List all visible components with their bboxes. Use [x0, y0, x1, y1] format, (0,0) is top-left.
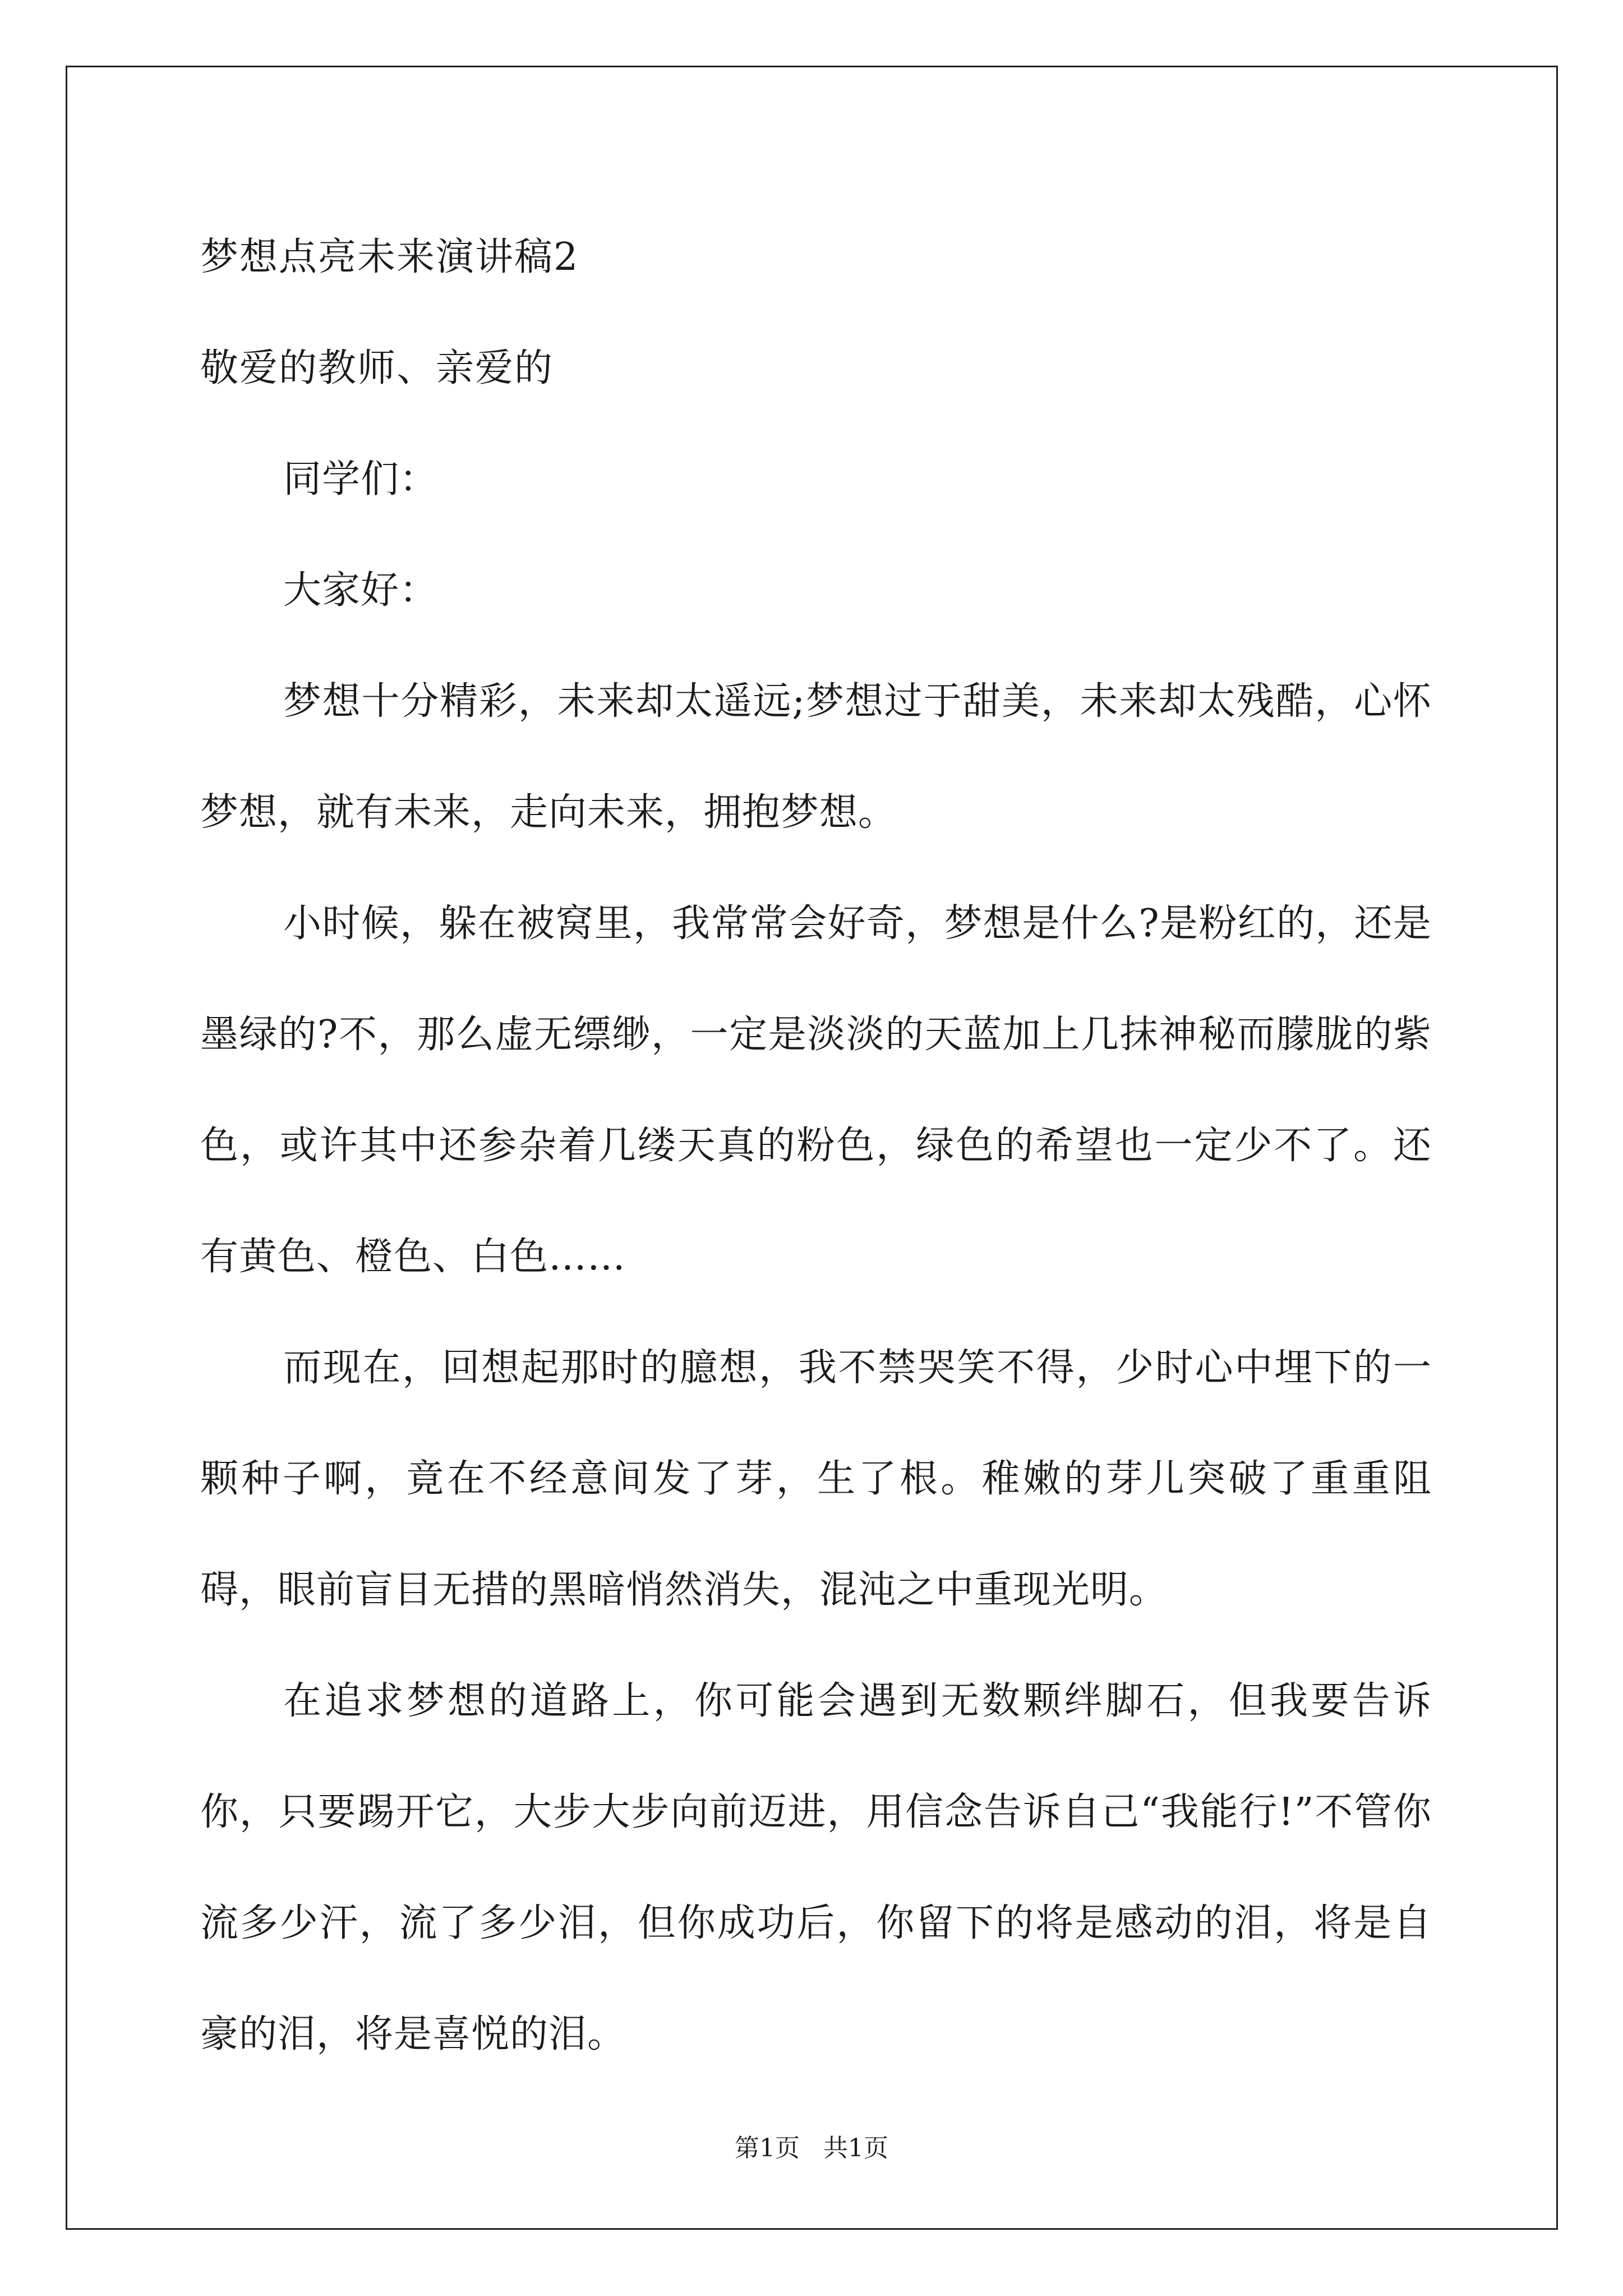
paragraph-now: 而现在，回想起那时的臆想，我不禁哭笑不得，少时心中埋下的一颗种子啊，竟在不经意间发了芽，生了根。稚嫩的芽儿突破了重重阻碍，眼前盲目无措的黑暗悄然消失，混沌之中重现光明。 — [200, 1346, 1432, 1612]
paragraph-intro: 梦想十分精彩，未来却太遥远;梦想过于甜美，未来却太残酷，心怀梦想，就有未来，走向未来，拥抱梦想。 — [200, 679, 1432, 835]
page-footer: 第1页 共1页 — [735, 2134, 888, 2162]
paragraph-greeting-all: 大家好： — [283, 568, 439, 613]
paragraph-pursuit: 在追求梦想的道路上，你可能会遇到无数颗绊脚石，但我要告诉你，只要踢开它，大步大步向前迈进，用信念告诉自己“我能行!”不管你流多少汗，流了多少泪，但你成功后，你留下的将是感动的泪，将是自豪的泪，将是喜悦的泪。 — [200, 1679, 1432, 2056]
document-body — [200, 202, 1432, 2090]
document-title: 梦想点亮未来演讲稿2 — [200, 235, 579, 279]
paragraph-greeting-students: 同学们： — [283, 457, 439, 501]
paragraph-childhood: 小时候，躲在被窝里，我常常会好奇，梦想是什么?是粉红的，还是墨绿的?不，那么虚无缥缈，一定是淡淡的天蓝加上几抹神秘而朦胧的紫色，或许其中还参杂着几缕天真的粉色，绿色的希望也一定少不了。还有黄色、橙色、白色…… — [200, 901, 1432, 1279]
salutation: 敬爱的教师、亲爱的 — [200, 346, 554, 390]
